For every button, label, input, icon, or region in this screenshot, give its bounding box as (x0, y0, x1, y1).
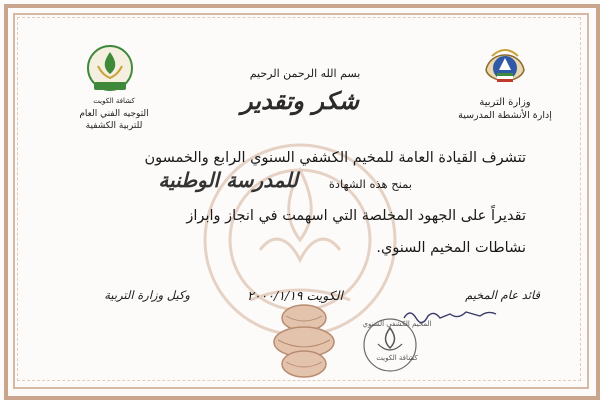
left-org-line2: للتربية الكشفية (85, 121, 143, 131)
basmala: بسم الله الرحمن الرحيم (249, 67, 361, 80)
body-line-1: تتشرف القيادة العامة للمخيم الكشفي السنوي الرابع والخمسون (144, 150, 526, 166)
left-emblem-label: كشافة الكويت (93, 97, 135, 105)
recipient-school: للمدرسة الوطنية (158, 168, 298, 192)
left-signatory-title: وكيل وزارة التربية (104, 288, 190, 302)
right-org-line2: إدارة الأنشطة المدرسية (458, 110, 552, 121)
body-line-2-prefix: بمنح هذه الشهادة (328, 177, 412, 191)
left-org-line1: التوجيه الفني العام (79, 109, 149, 119)
kuwait-state-emblem-icon (478, 40, 532, 94)
kuwait-scouts-emblem-icon (84, 44, 136, 94)
stamp-line-1: المخيم الكشفي السنوي (362, 320, 432, 328)
body-line-4: نشاطات المخيم السنوي. (376, 240, 526, 256)
certificate-title: شكر وتقدير (241, 86, 359, 115)
stamp-line-2: كشافة الكويت (376, 354, 418, 362)
body-line-3: تقديراً على الجهود المخلصة التي اسهمت في انجاز وابراز (186, 208, 526, 224)
rope-knot-icon (256, 298, 352, 382)
right-signatory-title: قائد عام المخيم (465, 288, 540, 302)
place-and-date: الكويت ٢٠٠٠/١/١٩ (247, 288, 343, 303)
right-org-line1: وزارة التربية (479, 97, 531, 108)
